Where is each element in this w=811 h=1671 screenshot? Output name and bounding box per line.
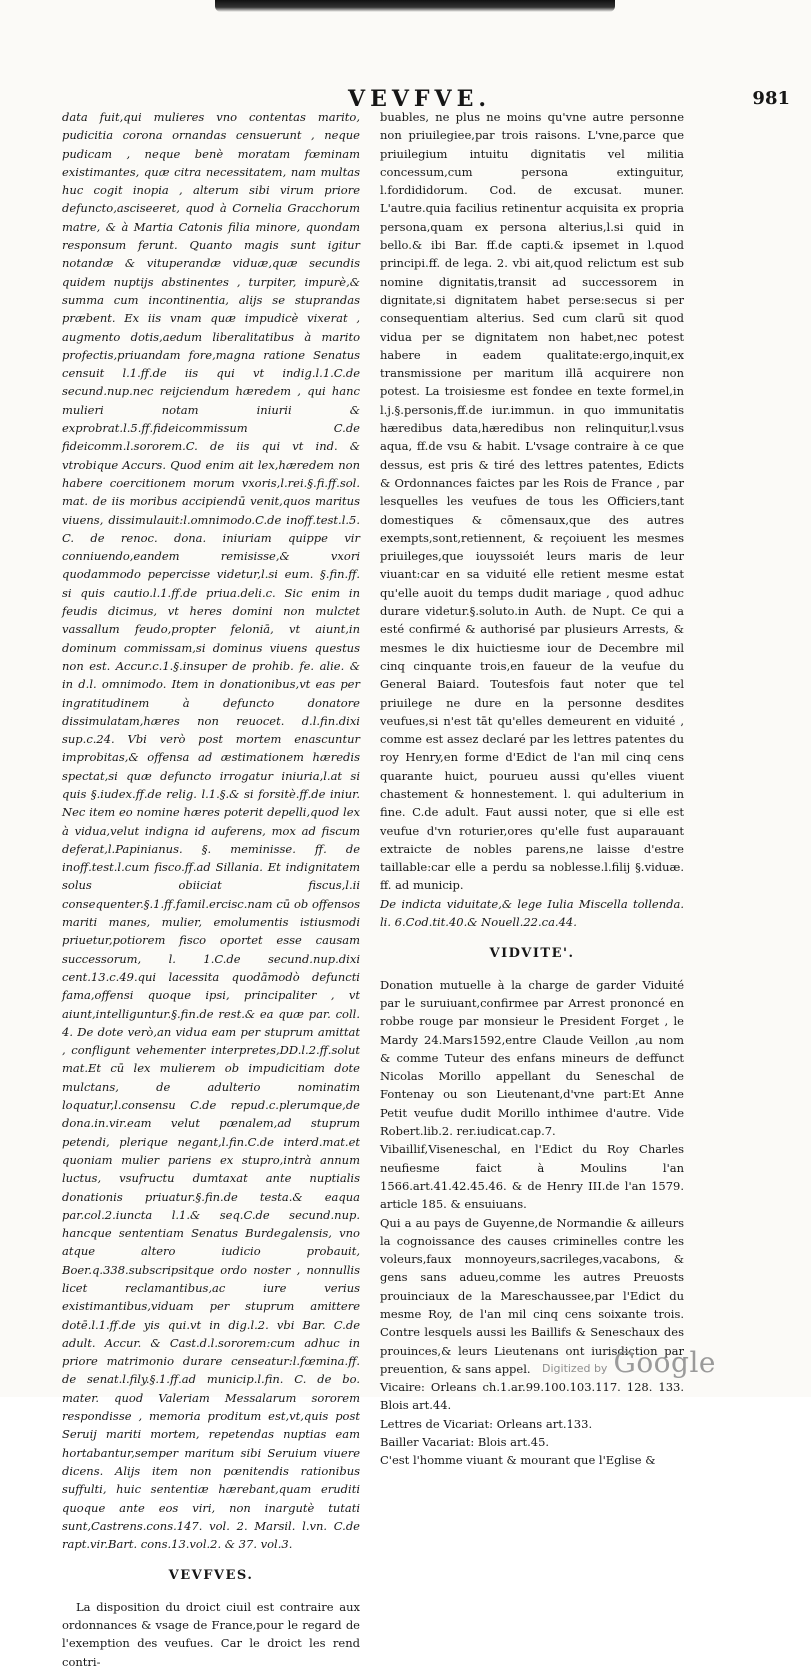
right-block-1: Donation mutuelle à la charge de garder Viduité par le suruiuant,confirmee par Arrest prononcé en robbe rouge par monsieur le President Forget , le Mardy 24.Mars1592,entre Claude Veillon ,au nom & comme Tuteur des enfans mineurs de deffunct Nicolas Morillo appellant du Seneschal de Fontenay ou son Lieutenant,d'vne part:Et Anne Petit veufue dudit Morillo inthimee d'autre. Vide Robert.lib.2. rer.iudicat.cap.7. [380, 977, 684, 1139]
section-heading-veufves: VEVFVES. [168, 1568, 254, 1584]
right-block-3: Qui a au pays de Guyenne,de Normandie & ailleurs la cognoissance des causes criminelles contre les voleurs,faux monnoyeurs,sacrileges,vacabons, & gens sans adueu,comme les autres Preuosts prouinciaux de la Mareschaussee,par l'Edict du mesme Roy, de l'an mil cinq cens soixante trois. Contre lesquels aussi les Baillifs & Seneschaux des prouinces,& leurs Lieutenans ont iurisdiction par preuention, & sans appel. [380, 1215, 684, 1376]
left-french-paragraph: La disposition du droict ciuil est contraire aux ordonnances & vsage de France,pour le regard de l'exemption des veufues. Car le droict les rend contri- [62, 1599, 360, 1669]
right-paragraph-1: buables, ne plus ne moins qu'vne autre personne non priuilegiee,par trois raisons. L'vne,parce que priuilegium intuitu dignitatis vel militia concessum,cum persona extinguitur, l.fordididorum. Cod. de excusat. muner. L'autre.quia facilius retinentur acquisita ex propria persona,quam ex persona alterius,l.si quid in bello.& ibi Bar. ff.de capti.& ipsemet in l.quod principi.ff. de lega. 2. vbi ait,quod relictum est sub nomine dignitatis,transit ad successorem in dignitate,si dignitatem habet perse:secus si per consequentiam alterius. Sed cum clarū sit quod vidua per se dignitatem non habet,nec potest habere in eadem qualitate:ergo,inquit,ex transmissione per maritum illā acquirere non potest. La troisiesme est fondee en texte formel,in l.j.§.personis,ff.de iur.immun. in quo immunitatis hæredibus data,hæredibus non relinquitur,l.vsus aqua, ff.de vsu & habit. L'vsage contraire à ce que dessus, est pris & tiré des lettres patentes, Edicts & Ordonnances faictes par les Rois de France , par lesquelles les veufues de tous les Officiers,tant domestiques & cōmensaux,que des autres exempts,sont,retiennent, & reçoiuent les mesmes priuileges,que iouyssoiét leurs maris de leur viuant:car en sa viduité elle retient mesme estat qu'elle auoit du temps dudit mariage , quod adhuc durare videtur.§.soluto.in Auth. de Nupt. Ce qui a esté confirmé & authorisé par plusieurs Arrests, & mesmes le dix huictiesme iour de Decembre mil cinq cinquante trois,en faueur de la veufue du General Baiard. Toutesfois faut noter que tel priuilege ne dure en la personne desdites veufues,si n'est tāt qu'elles demeurent en viduité , comme est assez declaré par les lettres patentes du roy Henry,en forme d'Edict de l'an mil cinq cens quarante huict, pourueu aussi qu'elles viuent chastement & honnestement. l. qui adulterium in fine. C.de adult. Faut aussi noter, que si elle est veufue d'vn roturier,ores qu'elle fust auparauant extraicte de nobles parens,ne laisse d'estre taillable:car elle a perdu sa noblesse.l.filij §.viduæ. ff. ad municip. [380, 110, 684, 893]
digitized-watermark [542, 1346, 716, 1379]
left-latin-paragraph: data fuit,qui mulieres vno contentas marito, pudicitia corona ornandas censuerunt , neque pudicam , neque benè moratam fœminam existimantes, quæ citra necessitatem, nam multas huc cogit inopia , alterum sibi virum priore defuncto,asciseeret, quod à Cornelia Gracchorum matre, & à Martia Catonis filia minore, quondam responsum ferunt. Quanto magis sunt igitur notandæ & vituperandæ viduæ,quæ secundis quidem nuptijs abstinentes , turpiter, impurè,& summa cum incontinentia, alijs se stuprandas præbent. Ex iis vnam quæ impudicè vixerat , augmento dotis,aedum liberalitatibus à marito profectis,priuandam fore,magna ratione Senatus censuit l.1.ff.de iis qui vt indig.l.1.C.de secund.nup.nec reijciendum hæredem , qui hanc mulieri notam iniurii & exprobrat.l.5.ff.fideicommissum C.de fideicomm.l.sororem.C. de iis qui vt ind. & vtrobique Accurs. Quod enim ait lex,hæredem non habere coercitionem morum vxoris,l.rei.§.fi.ff.sol. mat. de iis moribus accipiendū venit,quos maritus viuens, dissimulauit:l.omnimodo.C.de inoff.test.l.5. C. de renoc. dona. iniuriam quippe vir conniuendo,eandem remisisse,& vxori quodammodo pepercisse videtur,l.si eum. §.fin.ff. si quis cautio.l.1.ff.de priua.deli.c. Sic enim in feudis dicimus, vt heres domini non mulctet vassallum feudo,propter feloniā, vt aiunt,in dominum commissam,si dominus viuens questus non est. Accur.c.1.§.insuper de prohib. fe. alie. & in d.l. omnimodo. Item in donationibus,vt eas per ingratitudinem à defuncto donatore dissimulatam,hæres non reuocet. d.l.fin.dixi sup.c.24. Vbi verò post mortem enascuntur improbitas,& offensa ad æstimationem hæredis spectat,si quæ defuncto irrogatur iniuria,l.at si quis §.iudex.ff.de relig. l.1.§.& si forsitè.ff.de iniur. Nec item eo nomine hæres poterit depelli,quod lex à vidua,velut indigna id auferens, mox ad fiscum deferat,l.Papinianus. §. meminisse. ff. de inoff.test.l.cum fisco.ff.ad Sillania. Et indignitatem solus obiiciat fiscus,l.ii consequenter.§.1.ff.famil.ercisc.nam cū ob offensos mariti manes, mulier, emolumentis istiusmodi priuetur,potiorem fisco oportet esse causam successorum, l. 1.C.de secund.nup.dixi cent.13.c.49.qui lacessita quodāmodò defuncti fama,offensi quoque ipsi, principaliter , vt aiunt,intelliguntur.§.fin.de rest.& ea quæ par. coll. 4. De dote verò,an vidua eam per stuprum amittat , confligunt vehementer interpretes,DD.l.2.ff.solut mat.Et cū lex mulierem ob impudicitiam dote mulctans, de adulterio nominatim loquatur,l.consensu C.de repud.c.plerumque,de dona.in.vir.eam velut pœnalem,ad stuprum petendi, plerique negant,l.fin.C.de interd.mat.et quoniam mulier pariens ex stupro,intrà annum luctus, vsufructu dumtaxat ante nuptialis donationis priuatur.§.fin.de testa.& eaqua par.col.2.iuncta l.1.& seq.C.de secund.nup. hancque sententiam Senatus Burdegalensis, vno atque altero iudicio probauit, Boer.q.338.subscripsitque ordo noster , nonnullis licet reclamantibus,ac iure verius existimantibus,viduam per stuprum amittere dotē.l.1.ff.de yis qui.vt in dig.l.2. vbi Bar. C.de adult. Accur. & Cast.d.l.sororem:cum adhuc in priore matrimonio durare censeatur:l.fœmina.ff. de senat.l.fily.§.1.ff.ad municip.l.fin. C. de bo. mater. quod Valeriam Messalarum sororem respondisse , memoria proditum est,vt,quis post Seruij mariti mortem, repetendas nuptias eam hortabantur,semper maritum sibi Seruium viuere dicens. Alijs item non pœnitendis rationibus suffulti, huic sententiæ hærebant,quam eruditi quoque ante eos viri, non inargutè tutati sunt,Castrens.cons.147. vol. 2. Marsil. l.vn. C.de rapt.vir.Bart. cons.13.vol.2. & 37. vol.3. [62, 110, 360, 1552]
running-head: VEVFVE. [348, 86, 492, 112]
scan-edge-shadow [215, 0, 615, 12]
right-block-2: Vibaillif,Viseneschal, en l'Edict du Roy Charles neufiesme faict à Moulins l'an 1566.art.41.42.45.46. & de Henry III.de l'an 1579. article 185. & ensuiuans. [380, 1142, 684, 1212]
right-paragraph-2: De indicta viduitate,& lege Iulia Miscella tollenda. li. 6.Cod.tit.40.& Nouell.22.ca.44. [380, 896, 684, 930]
section-heading-vidvite: VIDVITE'. [489, 946, 575, 962]
left-column [62, 108, 360, 1671]
right-column [380, 108, 684, 1470]
right-block-5: Lettres de Vicariat: Orleans art.133. [380, 1416, 593, 1431]
right-block-6: Bailler Vacariat: Blois art.45. [380, 1435, 550, 1450]
page-number: 981 [752, 88, 790, 109]
digitized-prefix: Digitized by [542, 1362, 608, 1375]
page-header [50, 86, 790, 110]
right-block-7: C'est l'homme viuant & mourant que l'Eglise & [380, 1453, 656, 1468]
right-block-4: Vicaire: Orleans ch.1.ar.99.100.103.117. 128. 133. Blois art.44. [380, 1380, 684, 1413]
google-logo: Google [613, 1346, 716, 1379]
